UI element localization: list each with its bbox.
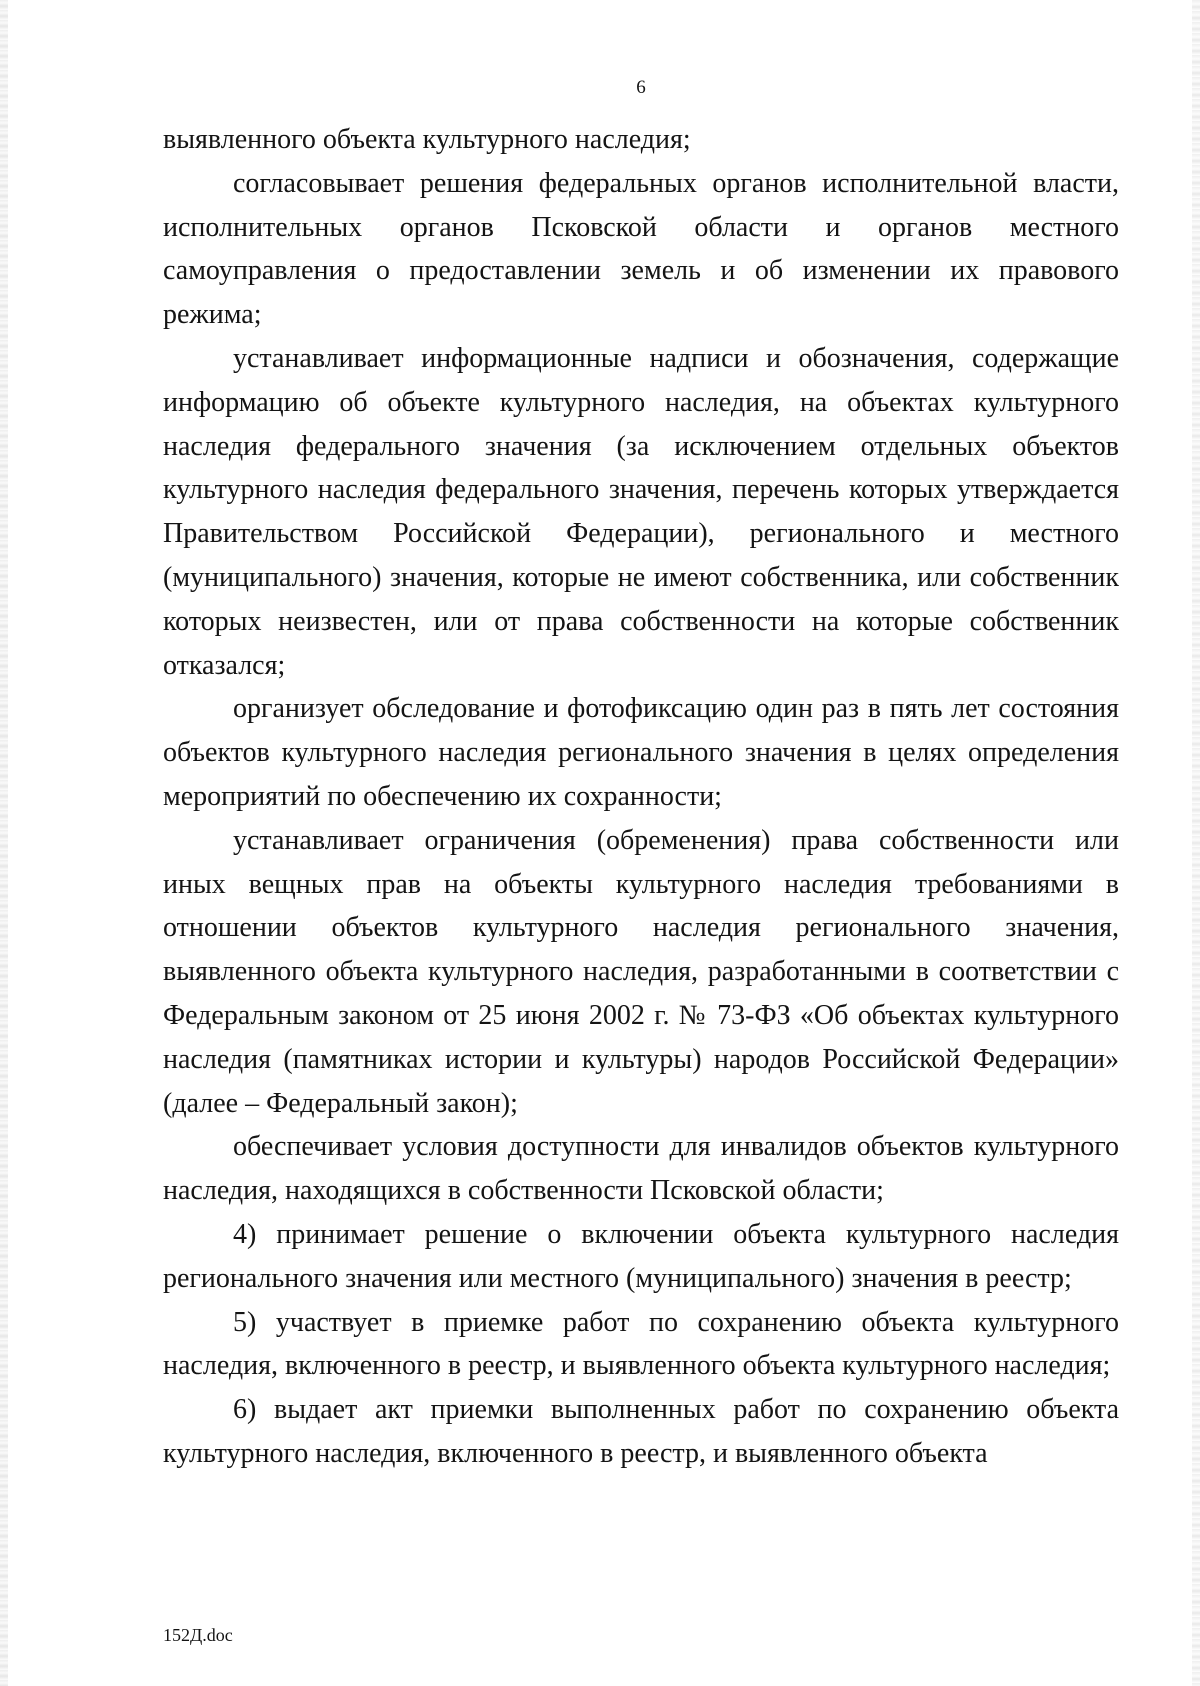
footer-filename: 152Д.doc <box>163 1625 233 1645</box>
paragraph-item-6: 6) выдает акт приемки выполненных работ по сохранению объекта культурного наследия, включенного в реестр, и выявленного объекта <box>163 1394 1119 1469</box>
document-body <box>163 118 1119 1476</box>
paragraph-ownership-restrictions: устанавливает ограничения (обременения) права собственности или иных вещных прав на объекты культурного наследия требованиями в отношении объектов культурного наследия регионального значения, выявленного объекта культурного наследия, разработанными в соответствии с Федеральным законом от 25 июня 2002 г. № 73-ФЗ «Об объектах культурного наследия (памятниках истории и культуры) народов Российской Федерации» (далее – Федеральный закон); <box>163 824 1119 1119</box>
paragraph-land-decisions: согласовывает решения федеральных органов исполнительной власти, исполнительных органов Псковской области и органов местного самоуправления о предоставлении земель и об изменении их правового режима; <box>163 167 1119 331</box>
paragraph-information-signs: устанавливает информационные надписи и обозначения, содержащие информацию об объекте культурного наследия, на объектах культурного наследия федерального значения (за исключением отдельных объектов культурного наследия федерального значения, перечень которых утверждается Правительством Российской Федерации), регионального и местного (муниципального) значения, которые не имеют собственника, или собственник которых неизвестен, или от права собственности на которые собственник отказался; <box>163 342 1119 681</box>
paragraph-accessibility: обеспечивает условия доступности для инвалидов объектов культурного наследия, находящихся в собственности Псковской области; <box>163 1131 1119 1207</box>
scan-edge-right <box>1192 0 1200 1686</box>
paragraph-survey-photofixation: организует обследование и фотофиксацию один раз в пять лет состояния объектов культурного наследия регионального значения в целях определения мероприятий по обеспечению их сохранности; <box>163 693 1119 812</box>
paragraph-item-5: 5) участвует в приемке работ по сохранению объекта культурного наследия, включенного в реестр, и выявленного объекта культурного наследия; <box>163 1306 1119 1382</box>
page-number: 6 <box>636 77 646 98</box>
paragraph-continuation: выявленного объекта культурного наследия; <box>163 124 691 155</box>
paragraph-item-4: 4) принимает решение о включении объекта культурного наследия регионального значения или местного (муниципального) значения в реестр; <box>163 1218 1119 1294</box>
scan-edge-left <box>0 0 8 1686</box>
